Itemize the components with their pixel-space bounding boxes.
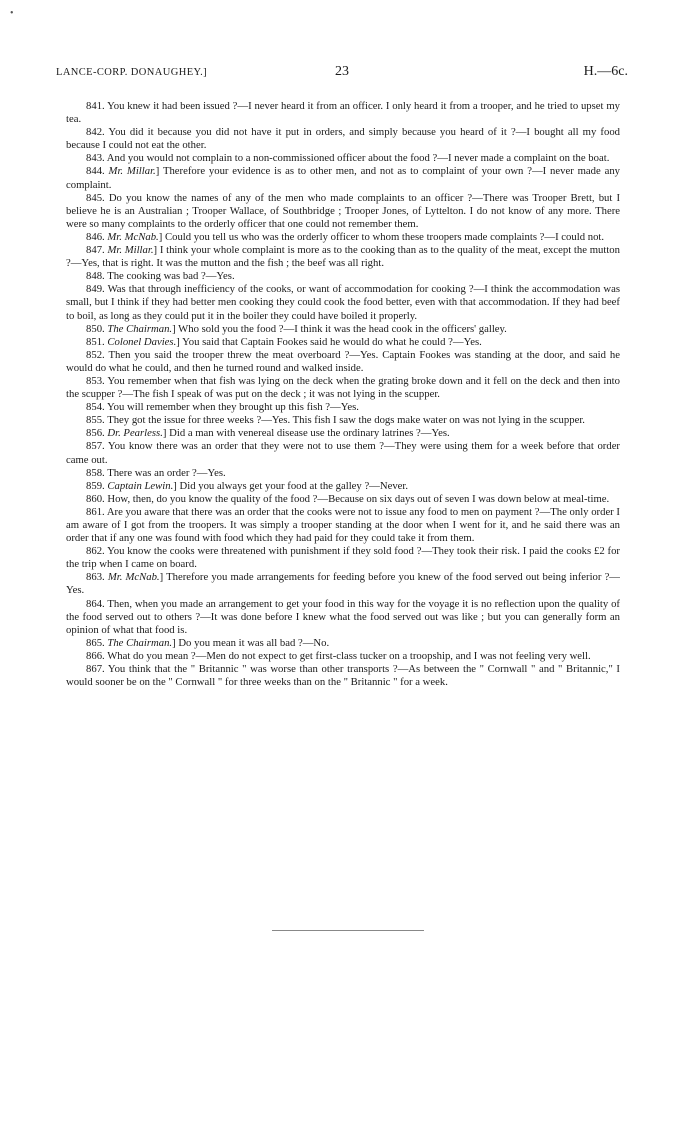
question-number: 855. <box>86 414 105 427</box>
question-number: 857. <box>86 440 105 453</box>
question-number: 845. <box>86 191 105 204</box>
question-answer-text: You remember when that fish was lying on the deck when the grating broke down and it fell on the deck and then into the scupper ?—The fish I speak of was put on the deck ; it was not lying in the scupper. <box>66 374 620 401</box>
testimony-paragraph <box>66 663 620 689</box>
question-answer-text: You did it because you did not have it put in orders, and simply because you heard of it ?—I bought all my food because I could not eat the other. <box>66 126 621 152</box>
testimony-paragraph <box>66 545 620 571</box>
question-number: 862. <box>86 545 105 558</box>
question-number: 866. <box>86 649 105 662</box>
speaker-name: Captain Lewin. <box>107 479 174 492</box>
question-number: 843. <box>86 152 105 165</box>
testimony-body <box>66 100 620 689</box>
testimony-paragraph <box>66 126 620 152</box>
testimony-paragraph <box>66 349 620 375</box>
speaker-name: Mr. McNab. <box>107 571 160 584</box>
testimony-paragraph: 850. The Chairman.] Who sold you the food ?—I think it was the head cook in the officers' galley. <box>86 322 507 335</box>
question-number: 841. <box>86 100 105 112</box>
testimony-paragraph <box>66 650 620 663</box>
question-answer-text: Did you always get your food at the galley ?—Never. <box>179 479 409 492</box>
question-answer-text: Do you know the names of any of the men who made complaints to an officer ?—There was Trooper Brett, but I believe he is an Australian ; Trooper Wallace, of Southbridge ; Trooper Jones, of Lyttelton. I do not know of any more. There were so many complaints to the orderly officer that one could not remember them. <box>66 191 621 230</box>
question-answer-text: Do you mean it was all bad ?—No. <box>178 636 330 649</box>
question-number: 852. <box>86 348 105 361</box>
question-answer-text: Then you said the trooper threw the meat overboard ?—Yes. Captain Fookes was standing at the door, and said he would do what he could, and then he turned round and walked inside. <box>66 348 621 374</box>
question-number: 846. <box>86 230 105 243</box>
header-witness: LANCE-CORP. DONAUGHEY.] <box>56 67 208 78</box>
speaker-name: Dr. Pearless. <box>107 427 163 440</box>
question-answer-text: I think your whole complaint is more as to the cooking than as to the quality of the meat, except the mutton ?—Yes, that is right. It was the mutton and the fish ; the beef was all right. <box>66 244 620 270</box>
question-number: 863. <box>86 571 105 584</box>
question-answer-text: Who sold you the food ?—I think it was the head cook in the officers' galley. <box>178 322 507 335</box>
question-answer-text: You know there was an order that they were not to use them ?—They were using them for a week before that order came out. <box>66 440 620 466</box>
page-number: 23 <box>335 64 349 79</box>
speaker-name: The Chairman. <box>107 636 173 649</box>
question-answer-text: You think that the " Britannic " was worse than other transports ?—As between the " Cornwall " and " Britannic," I would sooner be on the " Cornwall " for three weeks than on the " Britannic " for a week. <box>66 663 620 689</box>
speaker-name: The Chairman. <box>107 322 173 335</box>
question-number: 842. <box>86 126 105 139</box>
question-number: 867. <box>86 663 105 676</box>
testimony-paragraph: 865. The Chairman.] Do you mean it was all bad ?—No. <box>86 636 330 649</box>
testimony-paragraph <box>66 598 620 637</box>
testimony-paragraph <box>66 152 620 165</box>
question-answer-text: And you would not complain to a non-commissioned officer about the food ?—I never made a complaint on the boat. <box>106 152 610 165</box>
question-answer-text: Are you aware that there was an order that the cooks were not to issue any food to men on payment ?—The only order I am aware of I got from the troopers. It was simply a trooper standing at the door when I went for it, and he said there was an order that if any one was found with food which they had paid for they could take it from them. <box>66 505 620 545</box>
question-number: 853. <box>86 374 105 387</box>
question-answer-text: There was an order ?—Yes. <box>107 466 226 479</box>
question-number: 848. <box>86 270 105 283</box>
testimony-paragraph <box>66 440 620 466</box>
testimony-paragraph: 844. Mr. Millar.] Therefore your evidence is as to other men, and not as to complaint of your own ?—I never made any complaint. <box>66 165 621 191</box>
testimony-paragraph: 856. Dr. Pearless.] Did a man with venereal disease use the ordinary latrines ?—Yes. <box>86 427 450 440</box>
question-answer-text: What do you mean ?—Men do not expect to get first-class tucker on a troopship, and I was not feeling very well. <box>107 649 591 662</box>
question-number: 844. <box>86 165 105 178</box>
testimony-paragraph: 847. Mr. Millar.] I think your whole complaint is more as to the cooking than as to the quality of the meat, except the mutton ?—Yes, that is right. It was the mutton and the fish ; the beef was all right. <box>66 244 620 270</box>
question-number: 858. <box>86 466 105 479</box>
testimony-paragraph <box>66 283 620 322</box>
end-rule <box>272 930 424 931</box>
question-number: 851. <box>86 335 105 348</box>
testimony-paragraph <box>66 100 620 126</box>
testimony-paragraph: 863. Mr. McNab.] Therefore you made arrangements for feeding before you knew of the food served out being inferior ?—Yes. <box>66 571 620 597</box>
testimony-paragraph: 846. Mr. McNab.] Could you tell us who was the orderly officer to whom these troopers made complaints ?—I could not. <box>86 230 605 243</box>
question-number: 859. <box>86 479 105 492</box>
question-answer-text: Could you tell us who was the orderly officer to whom these troopers made complaints ?—I could not. <box>164 230 605 243</box>
question-number: 861. <box>86 505 105 518</box>
question-answer-text: They got the issue for three weeks ?—Yes. This fish I saw the dogs make water on was not lying in the scupper. <box>107 414 585 427</box>
question-answer-text: You knew it had been issued ?—I never heard it from an officer. I only heard it from a trooper, and he tried to upset my tea. <box>66 100 620 126</box>
testimony-paragraph <box>66 375 620 401</box>
page-header <box>56 64 628 84</box>
question-answer-text: You said that Captain Fookes said he would do what he could ?—Yes. <box>182 335 482 348</box>
paper-reference: H.—6c. <box>583 64 628 79</box>
question-answer-text: Then, when you made an arrangement to get your food in this way for the voyage it is no reflection upon the quality of the food served out to others ?—It was done before I knew what the food served out was like ; but you can generally form an opinion of what that food is. <box>66 597 620 636</box>
question-answer-text: You know the cooks were threatened with punishment if they sold food ?—They took their risk. I paid the cooks £2 for the trip when I came on board. <box>66 545 620 571</box>
question-number: 849. <box>86 283 105 296</box>
testimony-paragraph <box>66 270 620 283</box>
margin-mark: • <box>10 8 14 19</box>
question-answer-text: The cooking was bad ?—Yes. <box>107 270 235 283</box>
speaker-name: Mr. Millar. <box>108 165 156 178</box>
speaker-name: Colonel Davies. <box>107 335 177 348</box>
question-answer-text: Therefore you made arrangements for feeding before you knew of the food served out being inferior ?—Yes. <box>66 571 620 597</box>
testimony-paragraph <box>66 467 620 480</box>
question-number: 860. <box>86 492 105 505</box>
question-answer-text: Therefore your evidence is as to other men, and not as to complaint of your own ?—I never made any complaint. <box>66 165 621 191</box>
testimony-paragraph <box>66 493 620 506</box>
testimony-paragraph: 851. Colonel Davies.] You said that Captain Fookes said he would do what he could ?—Yes. <box>86 335 482 348</box>
question-number: 850. <box>86 322 105 335</box>
testimony-paragraph <box>66 192 620 231</box>
question-number: 865. <box>86 636 105 649</box>
testimony-paragraph <box>66 401 620 414</box>
question-answer-text: Did a man with venereal disease use the ordinary latrines ?—Yes. <box>169 427 450 440</box>
question-answer-text: Was that through inefficiency of the cooks, or want of accommodation for cooking ?—I think the accommodation was small, but I think if they had better men cooking they could cook the food better, even with that accommodation. If they had beef to boil, as long as they could put it in the boiler they could have boiled it properly. <box>66 283 620 322</box>
question-number: 847. <box>86 244 105 257</box>
testimony-paragraph <box>66 414 620 427</box>
speaker-name: Mr. McNab. <box>107 230 159 243</box>
testimony-paragraph: 859. Captain Lewin.] Did you always get your food at the galley ?—Never. <box>86 479 409 492</box>
question-answer-text: How, then, do you know the quality of the food ?—Because on six days out of seven I was down below at meal-time. <box>107 492 610 505</box>
question-answer-text: You will remember when they brought up this fish ?—Yes. <box>106 401 359 414</box>
testimony-paragraph <box>66 506 620 545</box>
question-number: 864. <box>86 597 105 610</box>
speaker-name: Mr. Millar. <box>107 244 154 257</box>
question-number: 854. <box>86 401 105 414</box>
question-number: 856. <box>86 427 105 440</box>
